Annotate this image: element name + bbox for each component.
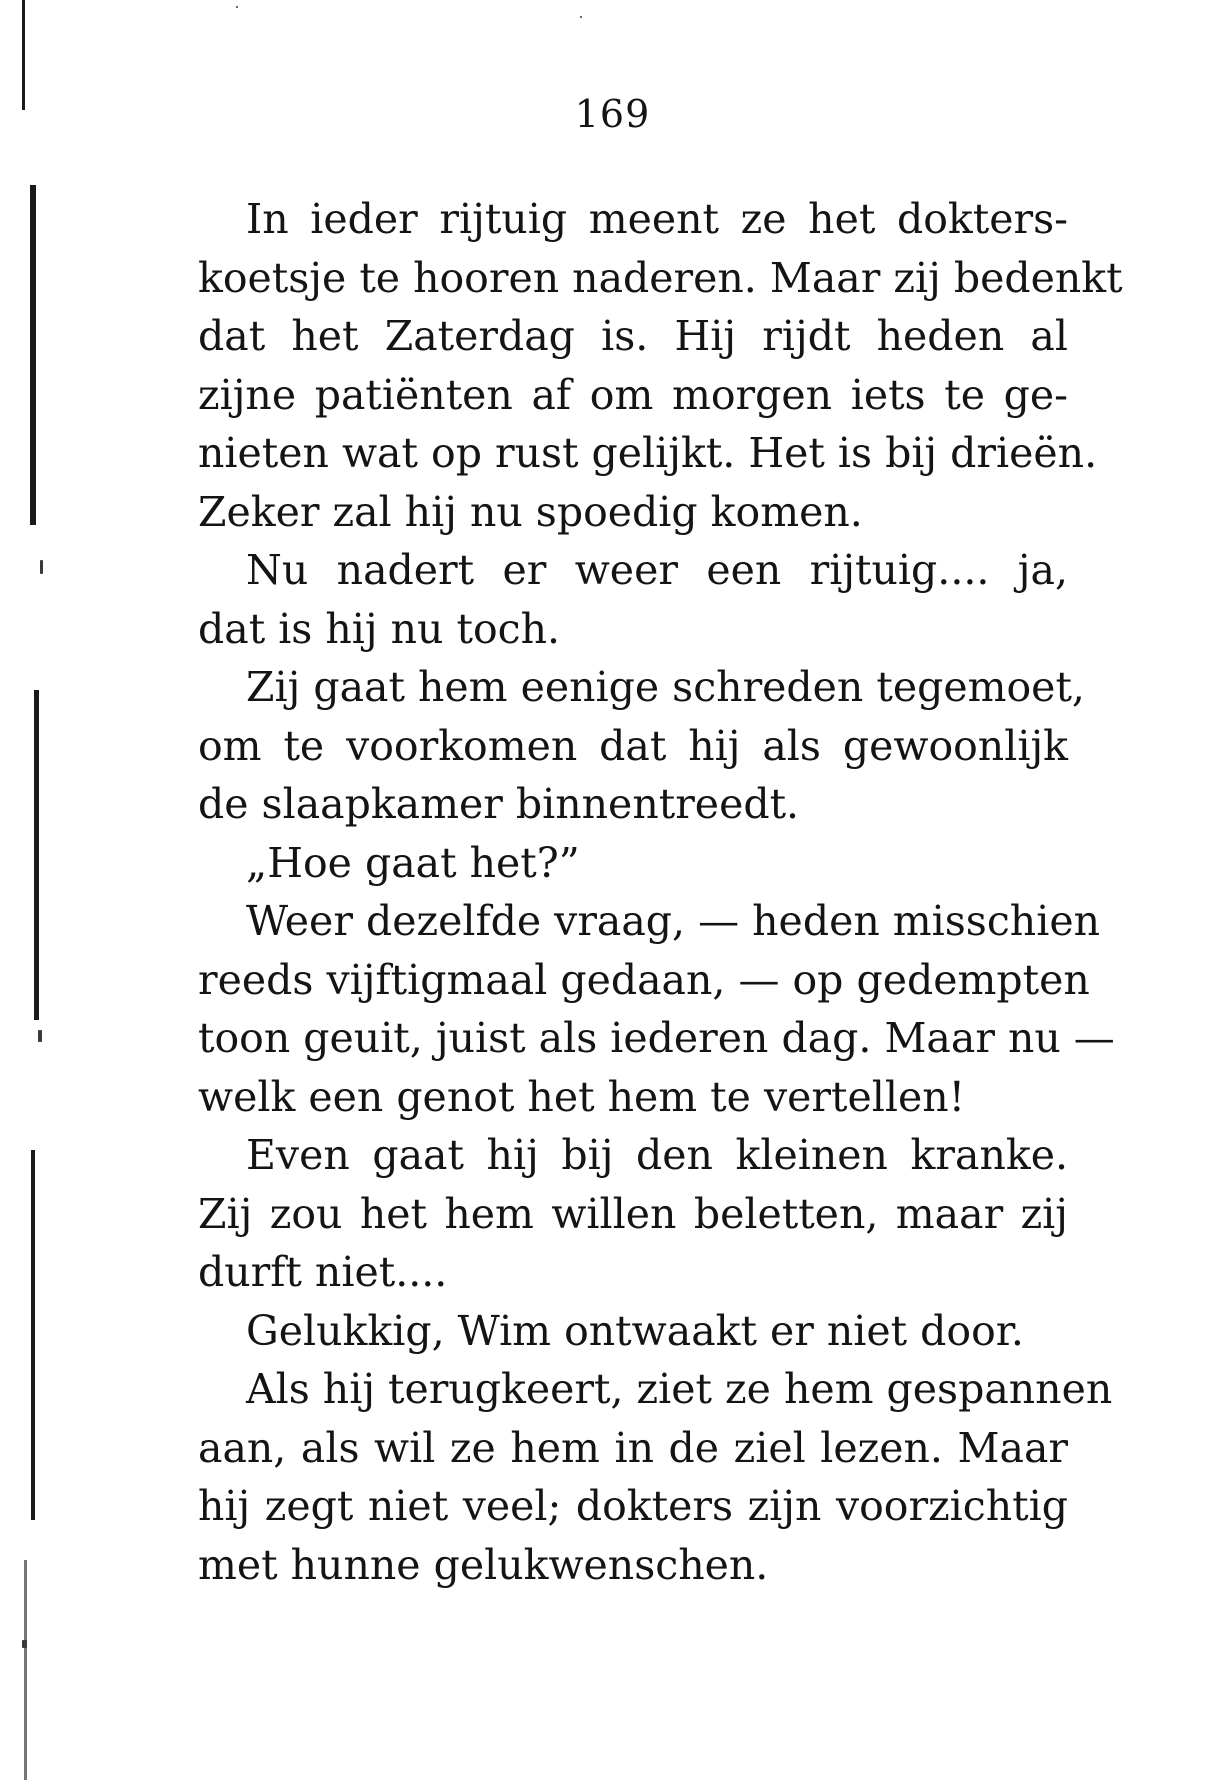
text-line: reeds vijftigmaal gedaan, — op gedempten [198,955,1090,1004]
text-line: met hunne gelukwenschen. [198,1540,769,1589]
text-line: aan, als wil ze hem in de ziel lezen. Maar [198,1423,1068,1472]
text-line: Weer dezelfde vraag, — heden misschien [246,897,1100,945]
text-line: durft niet.... [198,1248,448,1296]
text-line: zijne patiënten af om morgen iets te ge- [198,370,1068,419]
text-line: de slaapkamer binnentreedt. [198,780,800,828]
binding-shadow-line [30,185,36,525]
text-line: nieten wat op rust gelijkt. Het is bij drieën. [198,429,1098,477]
scan-speck [580,16,582,18]
text-line: Zij gaat hem eenige schreden tegemoet, [246,663,1085,711]
text-line: „Hoe gaat het?” [246,838,580,887]
text-line: Zeker zal hij nu spoedig komen. [198,487,863,536]
binding-shadow-line [31,1150,35,1520]
text-line: Als hij terugkeert, ziet ze hem gespannen [246,1365,1113,1413]
text-line: hij zegt niet veel; dokters zijn voorzichtig [198,1482,1068,1530]
scan-speck [40,560,43,574]
text-line: dat het Zaterdag is. Hij rijdt heden al [198,312,1068,360]
binding-shadow-line [24,1560,27,1780]
body-text [198,190,1123,1594]
text-line: dat is hij nu toch. [198,604,561,653]
text-line: Nu nadert er weer een rijtuig.... ja, [246,546,1068,594]
scan-speck [22,1640,27,1648]
scan-speck [38,1030,42,1042]
text-line: Even gaat hij bij den kleinen kranke. [246,1131,1068,1179]
text-line: toon geuit, juist als iederen dag. Maar nu — [198,1014,1115,1062]
text-line: Zij zou het hem willen beletten, maar zij [198,1189,1068,1238]
text-line: welk een genot het hem te vertellen! [198,1072,966,1121]
scanned-binding-edge [0,0,48,1788]
page-number: 169 [574,92,651,136]
text-line: koetsje te hooren naderen. Maar zij bedenkt [198,253,1123,302]
text-line: Gelukkig, Wim ontwaakt er niet door. [246,1306,1024,1355]
text-line: om te voorkomen dat hij als gewoonlijk [198,721,1068,770]
text-line: In ieder rijtuig meent ze het dokters- [246,195,1068,243]
binding-shadow-line [34,690,39,1020]
scan-speck [236,6,238,8]
